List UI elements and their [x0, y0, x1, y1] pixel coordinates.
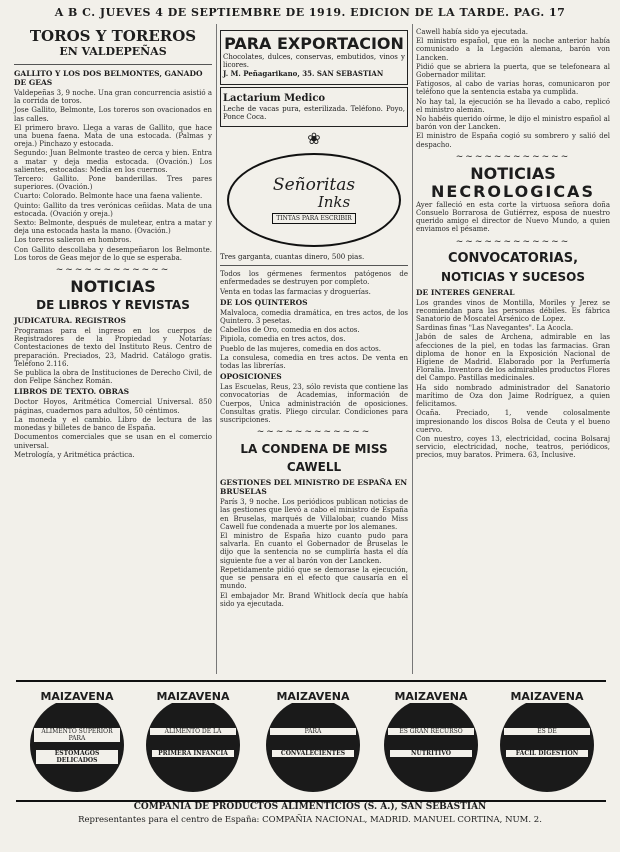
article-paragraph: Valdepeñas 3, 9 noche. Una gran concurrencia asistió a la corrida de toros. — [14, 89, 212, 106]
ink-ad-script: Inks — [317, 193, 351, 212]
export-ad — [220, 30, 408, 85]
article-paragraph: Las Escuelas, Reus, 23, sólo revista que contiene las convocatorias de Academias, información de Cuerpos, Unica administración de oposiciones. Consultas gratis. Pliego circular. Condiciones para suscripciones. — [220, 383, 408, 425]
article-paragraph: Doctor Hoyos, Aritmética Comercial Universal. 850 páginas, cuadernos para adultos, 50 céntimos. — [14, 398, 212, 415]
article-paragraph: Quinto: Gallito da tres verónicas ceñidas. Mata de una estocada. (Ovación y oreja.) — [14, 201, 212, 218]
cawell-subhead: GESTIONES DEL MINISTRO DE ESPAÑA EN BRUSELAS — [220, 478, 408, 497]
bullfight-title: TOROS Y TOREROS — [29, 27, 197, 45]
article-paragraph: No habéis querido oírme, le dijo el ministro español al barón von der Lancken. — [416, 115, 610, 132]
article-paragraph: El ministro de España cogió su sombrero y salió del despacho. — [416, 132, 610, 149]
article-paragraph: Pidió que se abriera la puerta, que se telefoneara al Gobernador militar. — [416, 62, 610, 80]
lactarium-text: Leche de vacas pura, esterilizada. Teléfono. Poyo, Ponce Coca. — [223, 104, 405, 121]
article-paragraph: Cuarto: Colorado. Belmonte hace una faena valiente. — [14, 192, 203, 201]
column-3: Cawell había sido ya ejecutada. El ministro español, que en la noche anterior había comunicado a la Legación alemana, barón von Lancken. Pidió que se abriera la puerta, que se telefoneara al Gobernador militar. Fatigosos, al cabo de varias horas, comunicaron por teléfono que la sentencia estaba ya cumplida. No hay tal, la ejecución se ha llevado a cabo, replicó el ministro alemán. No habéis querido oírme, le dijo el ministro español al barón von der Lancken. El ministro de España cogió su sombrero y salió del despacho. ~~~~~~~~~~~~ NOTICIAS NECROLOGICAS Ayer falleció en esta corte la virtuosa señora doña Consuelo Borrarosa de Gutiérrez, esposa de nuestro querido amigo el director de Nuevo Mundo, a quien enviamos el pésame. ~~~~~~~~~~~~ CONVOCATORIAS, NOTICIAS Y SUCESOS DE INTERES GENERAL Los grandes vinos de Montilla, Moriles y Jerez se recomiendan para las personas débiles. Es fábrica Sanatorio de Moscatel Arsénico de Lopez. Sardinas finas "Las Navegantes". La Acocla. Jabón de sales de Archena, admirable en las afecciones de la piel, en todas las farmacias. Gran diploma de honor en la Exposición Nacional de Higiene de Madrid. Elaborado por la Perfumería Floralia. Inventora de los admirables productos Flores del Campo. Pastillas medicinales. Ha sido nombrado administrador del Sanatorio marítimo de Oza don Jaime Rodríguez, a quien felicitamos. Ocaña. Preciado, 1, vende colosalmente impresionando los discos Bolsa de Ceuta y el bueno cuervo. Con nuestro, coyes 13, electricidad, cocina Bolsaraj servicio, electricidad, noche, teatros, periódicos, precios, muy baratos. Primera. 63, Inclusive. — [416, 28, 610, 460]
maizavena-brand: MAIZAVENA — [138, 690, 248, 703]
books-subhead: LIBROS DE TEXTO. OBRAS — [14, 387, 130, 397]
article-paragraph: Cabellos de Oro, comedia en dos actos. — [220, 326, 360, 335]
bullfight-subtitle: EN VALDEPEÑAS — [59, 45, 167, 58]
article-paragraph: Sexto: Belmonte, después de muletear, entra a matar y deja una estocada hasta la mano. (Ovación.) — [14, 219, 212, 236]
maizavena-tag: ALIMENTO SUPERIOR PARA — [34, 728, 120, 742]
article-paragraph: Los grandes vinos de Montilla, Moriles y Jerez se recomiendan para las personas débiles. Es fábrica Sanatorio de Moscatel Arsénico de Lopez. — [416, 298, 610, 324]
maizavena-brand: MAIZAVENA — [376, 690, 486, 703]
maizavena-caption: ESTOMAGOS DELICADOS — [36, 750, 118, 764]
column-divider — [412, 24, 413, 674]
article-paragraph: La consulesa, comedia en tres actos. De venta en todas las librerías. — [220, 353, 408, 371]
maizavena-tag: ES GRAN RECURSO — [388, 728, 474, 735]
article-paragraph: Con nuestro, coyes 13, electricidad, cocina Bolsaraj servicio, electricidad, noche, teatros, periódicos, precios, muy baratos. Primera. 63, Inclusive. — [416, 434, 610, 460]
article-paragraph: Los toreros salieron en hombros. — [14, 236, 132, 245]
article-paragraph: Se publica la obra de Instituciones de Derecho Civil, de don Felipe Sánchez Román. — [14, 369, 212, 386]
ink-ad-caption: TINTAS PARA ESCRIBIR — [272, 213, 356, 224]
maizavena-caption: FACIL DIGESTION — [506, 750, 588, 757]
article-paragraph: Malvaloca, comedia dramática, en tres actos, de los Quintero. 3 pesetas. — [220, 308, 408, 326]
export-ad-title: PARA EXPORTACION — [224, 34, 404, 53]
column-1: TOROS Y TOREROS EN VALDEPEÑAS GALLITO Y LOS DOS BELMONTES, GANADO DE GEAS Valdepeñas 3, 9 noche. Una gran concurrencia asistió a la corrida de toros. Jose Gallito, Belmonte, Los toreros son ovacionados en las calles. El primero bravo. Llega a varas de Gallito, que hace una buena faena. Mata de una estocada. (Palmas y oreja.) Pinchazo y estocada. Segundo: Juan Belmonte trasteo de cerca y bien. Entra a matar y deja media estocada. (Ovación.) Los salientes, estocadas: Media en los cuernos. Tercero: Gallito. Pone banderillas. Tres pares superiores. (Ovación.) Cuarto: Colorado. Belmonte hace una faena valiente. Quinto: Gallito da tres verónicas ceñidas. Mata de una estocada. (Ovación y oreja.) Sexto: Belmonte, después de muletear, entra a matar y deja una estocada hasta la mano. (Ovación.) Los toreros salieron en hombros. Con Gallito descollaba y desempeñaron los Belmonte. Los toros de Geas mejor de lo que se esperaba. ~~~~~~~~~~~~ NOTICIAS DE LIBROS Y REVISTAS JUDICATURA. REGISTROS Programas para el ingreso en los cuerpos de Registradores de la Propiedad y Notarías: Contestaciones de texto del Instituto Reus. Centro de preparación. Preciados, 23, Madrid. Catálogo gratis. Teléfono 2.116. Se publica la obra de Instituciones de Derecho Civil, de don Felipe Sánchez Román. LIBROS DE TEXTO. OBRAS Doctor Hoyos, Aritmética Comercial Universal. 850 páginas, cuadernos para adultos, 50 céntimos. La moneda y el cambio. Libro de lectura de las monedas y billetes de banco de España. Documentos comerciales que se usan en el comercio universal. Metrología, y Aritmética práctica. — [14, 27, 212, 459]
article-paragraph: Cawell había sido ya ejecutada. — [416, 28, 529, 36]
article-paragraph: Segundo: Juan Belmonte trasteo de cerca y bien. Entra a matar y deja media estocada. (Ovación.) Los salientes, estocadas: Media en los cuernos. — [14, 149, 212, 174]
article-paragraph: No hay tal, la ejecución se ha llevado a cabo, replicó el ministro alemán. — [416, 97, 610, 114]
article-paragraph: El embajador Mr. Brand Whitlock decía que había sido ya ejecutada. — [220, 591, 408, 608]
maizavena-disc — [500, 690, 594, 792]
article-paragraph: Fatigosos, al cabo de varias horas, comunicaron por teléfono que la sentencia estaba ya cumplida. — [416, 80, 610, 97]
article-paragraph: El ministro de España hizo cuanto pudo para salvarla. En cuanto el Gobernador de Bruselas le dijo que la sentencia no se cumpliría hasta el día siguiente fue a ver al barón von der Lancken. — [220, 532, 408, 565]
article-paragraph: Venta en todas las farmacias y droguerías. — [220, 287, 371, 296]
section-subhead: DE LOS QUINTEROS — [220, 297, 308, 307]
article-paragraph: El primero bravo. Llega a varas de Gallito, que hace una buena faena. Mata de una estocada. (Palmas y oreja.) Pinchazo y estocada. — [14, 123, 212, 149]
maizavena-brand: MAIZAVENA — [258, 690, 368, 703]
article-paragraph: Sardinas finas "Las Navegantes". La Acocla. — [416, 324, 574, 333]
page-header: A B C. JUEVES 4 DE SEPTIEMBRE DE 1919. EDICION DE LA TARDE. PAG. 17 — [54, 6, 566, 19]
article-paragraph: Ha sido nombrado administrador del Sanatorio marítimo de Oza don Jaime Rodríguez, a quien felicitamos. — [416, 383, 610, 409]
cawell-title: CAWELL — [286, 460, 342, 475]
article-paragraph: La moneda y el cambio. Libro de lectura de las monedas y billetes de banco de España. — [14, 415, 212, 433]
maizavena-brand: MAIZAVENA — [492, 690, 602, 703]
article-paragraph: Todos los gérmenes fermentos patógenos de enfermedades se destruyen por completo. — [220, 270, 408, 287]
convocatorias-title: CONVOCATORIAS, — [447, 250, 579, 266]
column-divider — [216, 24, 217, 674]
lactarium-ad — [220, 87, 408, 127]
company-line: COMPAÑIA DE PRODUCTOS ALIMENTICIOS (S. A.), SAN SEBASTIAN — [133, 802, 487, 812]
lactarium-title: Lactarium Medico — [223, 92, 326, 104]
ink-ad-oval — [227, 153, 401, 247]
article-paragraph: Pueblo de las mujeres, comedia en dos actos. — [220, 344, 381, 353]
maizavena-caption: NUTRITIVO — [390, 750, 472, 757]
column-2: PARA EXPORTACION Chocolates, dulces, conservas, embutidos, vinos y licores. J. M. Peñagarikano, 35. SAN SEBASTIAN Lactarium Medico Leche de vacas pura, esterilizada. Teléfono. Poyo, Ponce Coca. ❀ Señoritas Inks TINTAS PARA ESCRIBIR Tres garganta, cuantas dinero, 500 pias. Todos los gérmenes fermentos patógenos de enfermedades se destruyen por completo. Venta en todas las farmacias y droguerías. DE LOS QUINTEROS Malvaloca, comedia dramática, en tres actos, de los Quintero. 3 pesetas. Cabellos de Oro, comedia en dos actos. Pipiola, comedia en tres actos, dos. Pueblo de las mujeres, comedia en dos actos. La consulesa, comedia en tres actos. De venta en todas las librerías. OPOSICIONES Las Escuelas, Reus, 23, sólo revista que contiene las convocatorias de Academias, información de Cuerpos, Unica administración de oposiciones. Consultas gratis. Pliego circular. Condiciones para suscripciones. ~~~~~~~~~~~~ LA CONDENA DE MISS CAWELL GESTIONES DEL MINISTRO DE ESPAÑA EN BRUSELAS París 3, 9 noche. Los periódicos publican noticias de las gestiones que llevó a cabo el ministro de España en Bruselas, marqués de Villalobar, cuando Miss Cawell fue condenada a muerte por los alemanes. El ministro de España hizo cuanto pudo para salvarla. En cuanto el Gobernador de Bruselas le dijo que la sentencia no se cumpliría hasta el día siguiente fue a ver al barón von der Lancken. Repetidamente pidió que se demorase la ejecución, que se pensara en el efecto que causaría en el mundo. El embajador Mr. Brand Whitlock decía que había sido ya ejecutada. — [220, 28, 408, 609]
article-paragraph: El ministro español, que en la noche anterior había comunicado a la Legación alemana, barón von Lancken. — [416, 37, 610, 62]
maizavena-tag: PARA — [270, 728, 356, 735]
representatives-line: Representantes para el centro de España: COMPAÑIA NACIONAL, MADRID. MANUEL CORTINA, NUM. 2. — [78, 815, 542, 825]
maizavena-tag: ES DE — [504, 728, 590, 735]
ornament-icon: ❀ — [307, 129, 321, 149]
article-paragraph: Repetidamente pidió que se demorase la ejecución, que se pensara en el efecto que causaría en el mundo. — [220, 565, 408, 591]
maizavena-caption: CONVALECIENTES — [272, 750, 354, 757]
maizavena-disc — [266, 690, 360, 792]
maizavena-disc — [384, 690, 478, 792]
obituary-title: NECROLOGICAS — [431, 181, 595, 201]
convocatorias-title: NOTICIAS Y SUCESOS — [440, 269, 586, 284]
maizavena-brand: MAIZAVENA — [22, 690, 132, 703]
section-subhead: OPOSICIONES — [220, 372, 282, 382]
maizavena-disc — [146, 690, 240, 792]
ink-ad-script: Señoritas — [272, 175, 356, 196]
maizavena-caption: PRIMERA INFANCIA — [152, 750, 234, 757]
maizavena-ad-band — [16, 680, 606, 802]
article-paragraph: Ayer falleció en esta corte la virtuosa señora doña Consuelo Borrarosa de Gutiérrez, esposa de nuestro querido amigo el director de Nuevo Mundo, a quien enviamos el pésame. — [416, 200, 610, 234]
article-paragraph: Ocaña. Preciado, 1, vende colosalmente impresionando los discos Bolsa de Ceuta y el bueno cuervo. — [416, 409, 610, 434]
article-paragraph: Con Gallito descollaba y desempeñaron los Belmonte. Los toros de Geas mejor de lo que se esperaba. — [14, 245, 212, 262]
article-paragraph: Tercero: Gallito. Pone banderillas. Tres pares superiores. (Ovación.) — [14, 175, 212, 192]
section-subhead: DE INTERES GENERAL — [416, 287, 515, 297]
books-subtitle: DE LIBROS Y REVISTAS — [36, 298, 190, 313]
article-paragraph: Jose Gallito, Belmonte, Los toreros son ovacionados en las calles. — [14, 106, 212, 123]
article-paragraph: Tres garganta, cuantas dinero, 500 pias. — [220, 253, 365, 262]
cawell-title: LA CONDENA DE MISS — [240, 442, 388, 457]
export-ad-line: J. M. Peñagarikano, 35. SAN SEBASTIAN — [223, 69, 384, 79]
article-paragraph: Documentos comerciales que se usan en el comercio universal. — [14, 433, 212, 450]
bullfight-subhead: GALLITO Y LOS DOS BELMONTES, GANADO DE GEAS — [14, 69, 203, 87]
export-ad-line: Chocolates, dulces, conservas, embutidos, vinos y licores. — [223, 53, 405, 70]
article-paragraph: Programas para el ingreso en los cuerpos de Registradores de la Propiedad y Notarías: Contestaciones de texto del Instituto Reus. Centro de preparación. Preciados, 23, Madrid. Catálogo gratis. Teléfono 2.116. — [14, 327, 212, 368]
books-title: NOTICIAS — [70, 277, 156, 297]
maizavena-tag: ALIMENTO DE LA — [150, 728, 236, 735]
article-paragraph: París 3, 9 noche. Los periódicos publican noticias de las gestiones que llevó a cabo el ministro de España en Bruselas, marqués de Villalobar, cuando Miss Cawell fue condenada a muerte por los alemanes. — [220, 498, 408, 531]
obituary-title: NOTICIAS — [470, 163, 556, 183]
article-paragraph: Metrología, y Aritmética práctica. — [14, 450, 135, 459]
maizavena-disc — [30, 690, 124, 792]
books-subhead: JUDICATURA. REGISTROS — [14, 316, 126, 326]
article-paragraph: Jabón de sales de Archena, admirable en las afecciones de la piel, en todas las farmacias. Gran diploma de honor en la Exposición Nacional de Higiene de Madrid. Elaborado por la Perfumería Floralia. Inventora de los admirables productos Flores del Campo. Pastillas medicinales. — [416, 333, 610, 383]
article-paragraph: Pipiola, comedia en tres actos, dos. — [220, 335, 346, 344]
